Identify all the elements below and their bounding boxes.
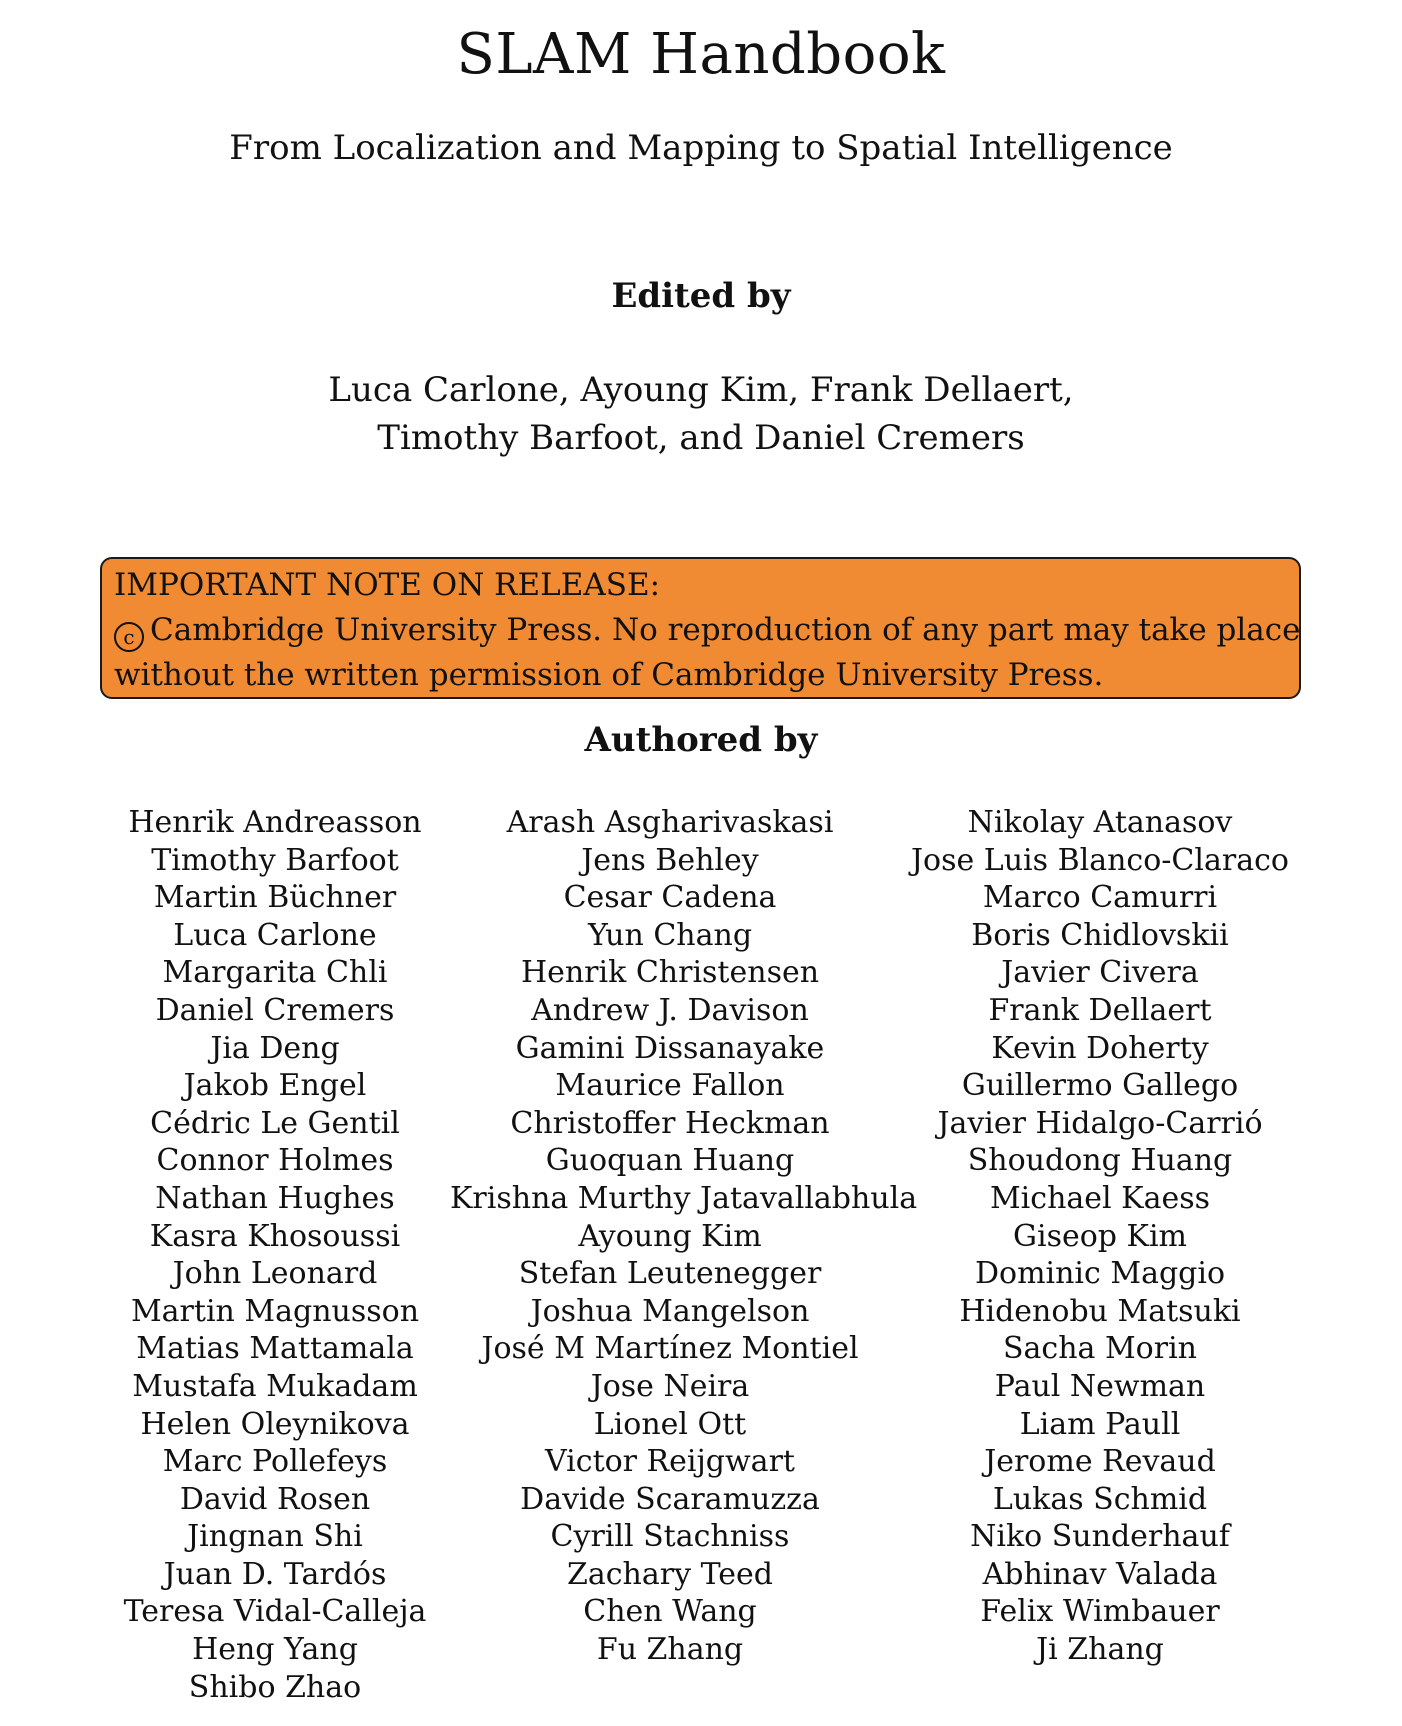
author-name: Arash Asgharivaskasi xyxy=(506,805,834,840)
author-name: Kasra Khosoussi xyxy=(149,1218,401,1254)
authors-column-3 xyxy=(890,804,1310,1669)
author-name: Hidenobu Matsuki xyxy=(959,1293,1241,1329)
author-name: Jerome Revaud xyxy=(984,1444,1216,1480)
author-name: Guoquan Huang xyxy=(545,1143,795,1179)
book-subtitle: From Localization and Mapping to Spatial Intelligence xyxy=(229,128,1173,168)
author-name: Jia Deng xyxy=(210,1030,340,1066)
author-name: Krishna Murthy Jatavallabhula xyxy=(450,1180,918,1216)
author-name: Paul Newman xyxy=(994,1368,1206,1404)
author-name: Jakob Engel xyxy=(183,1068,367,1104)
author-name: Martin Magnusson xyxy=(130,1293,420,1329)
author-name: Cesar Cadena xyxy=(563,880,777,916)
release-note-box xyxy=(100,557,1301,699)
author-name: Jose Neira xyxy=(590,1368,750,1404)
author-name: Felix Wimbauer xyxy=(980,1594,1220,1630)
author-name: Timothy Barfoot xyxy=(151,842,399,878)
copyright-icon: c xyxy=(114,622,144,652)
author-name: Henrik Christensen xyxy=(520,955,820,991)
author-name: Cyrill Stachniss xyxy=(550,1519,790,1555)
author-name: Jose Luis Blanco-Claraco xyxy=(911,842,1289,878)
author-name: Joshua Mangelson xyxy=(530,1293,810,1329)
author-name: Nikolay Atanasov xyxy=(967,805,1233,840)
author-name: Marco Camurri xyxy=(982,880,1218,916)
author-name: Boris Chidlovskii xyxy=(971,917,1229,953)
author-name: Lukas Schmid xyxy=(992,1481,1208,1517)
author-name: Heng Yang xyxy=(192,1632,358,1668)
author-name: Zachary Teed xyxy=(567,1556,773,1592)
author-name: Teresa Vidal-Calleja xyxy=(123,1594,427,1630)
author-name: Niko Sunderhauf xyxy=(970,1519,1230,1555)
author-name: Davide Scaramuzza xyxy=(520,1481,820,1517)
editors-line-1: Luca Carlone, Ayoung Kim, Frank Dellaert, xyxy=(328,370,1074,410)
author-name: Yun Chang xyxy=(587,917,753,953)
author-name: Javier Civera xyxy=(1001,955,1199,991)
release-note-line-2: without the written permission of Cambridge University Press. xyxy=(114,657,1104,693)
author-name: Victor Reijgwart xyxy=(545,1444,795,1480)
author-name: Ayoung Kim xyxy=(578,1218,762,1254)
author-name: Abhinav Valada xyxy=(982,1556,1218,1592)
edited-by-heading: Edited by xyxy=(611,276,791,316)
author-name: Kevin Doherty xyxy=(991,1030,1209,1066)
author-name: Helen Oleynikova xyxy=(140,1406,410,1442)
author-name: Michael Kaess xyxy=(989,1180,1211,1216)
release-note-line-1 xyxy=(114,608,1301,653)
author-name: Stefan Leutenegger xyxy=(518,1256,822,1292)
author-name: Maurice Fallon xyxy=(555,1068,785,1104)
author-name: Henrik Andreasson xyxy=(128,805,422,840)
author-name: John Leonard xyxy=(172,1256,378,1292)
author-name: Shoudong Huang xyxy=(967,1143,1233,1179)
author-name: Cédric Le Gentil xyxy=(150,1105,400,1141)
authors-column-1 xyxy=(100,804,450,1706)
author-name: Ji Zhang xyxy=(1036,1632,1164,1668)
author-name: Jens Behley xyxy=(581,842,759,878)
author-name: Lionel Ott xyxy=(593,1406,747,1442)
author-name: Liam Paull xyxy=(1019,1406,1181,1442)
release-note-text-1: Cambridge University Press. No reproduction of any part may take place xyxy=(150,612,1301,648)
author-name: Jingnan Shi xyxy=(187,1519,363,1555)
author-name: Daniel Cremers xyxy=(155,992,395,1028)
author-name: Shibo Zhao xyxy=(188,1669,362,1705)
authored-by-heading: Authored by xyxy=(584,720,818,760)
authors-list xyxy=(0,804,1402,1704)
author-name: Martin Büchner xyxy=(153,880,397,916)
author-name: Dominic Maggio xyxy=(974,1256,1226,1292)
editors-line-2: Timothy Barfoot, and Daniel Cremers xyxy=(377,418,1025,458)
author-name: Giseop Kim xyxy=(1013,1218,1187,1254)
author-name: Marc Pollefeys xyxy=(162,1444,388,1480)
book-title: SLAM Handbook xyxy=(456,22,946,87)
author-name: Nathan Hughes xyxy=(155,1180,395,1216)
author-name: David Rosen xyxy=(179,1481,371,1517)
author-name: Matias Mattamala xyxy=(136,1331,414,1367)
author-name: Mustafa Mukadam xyxy=(132,1368,418,1404)
author-name: Luca Carlone xyxy=(173,917,377,953)
author-name: Sacha Morin xyxy=(1002,1331,1198,1367)
author-name: Juan D. Tardós xyxy=(163,1556,387,1592)
editors-list xyxy=(0,366,1402,462)
author-name: Andrew J. Davison xyxy=(531,992,809,1028)
release-note-heading: IMPORTANT NOTE ON RELEASE: xyxy=(114,567,661,603)
author-name: Fu Zhang xyxy=(596,1632,744,1668)
author-name: Javier Hidalgo-Carrió xyxy=(937,1105,1263,1141)
authors-column-2 xyxy=(450,804,918,1669)
author-name: Guillermo Gallego xyxy=(961,1068,1239,1104)
author-name: Frank Dellaert xyxy=(988,992,1212,1028)
author-name: Chen Wang xyxy=(583,1594,757,1630)
author-name: Gamini Dissanayake xyxy=(515,1030,825,1066)
author-name: Margarita Chli xyxy=(162,955,388,991)
author-name: José M Martínez Montiel xyxy=(481,1331,859,1367)
author-name: Connor Holmes xyxy=(156,1143,394,1179)
author-name: Christoffer Heckman xyxy=(510,1105,830,1141)
